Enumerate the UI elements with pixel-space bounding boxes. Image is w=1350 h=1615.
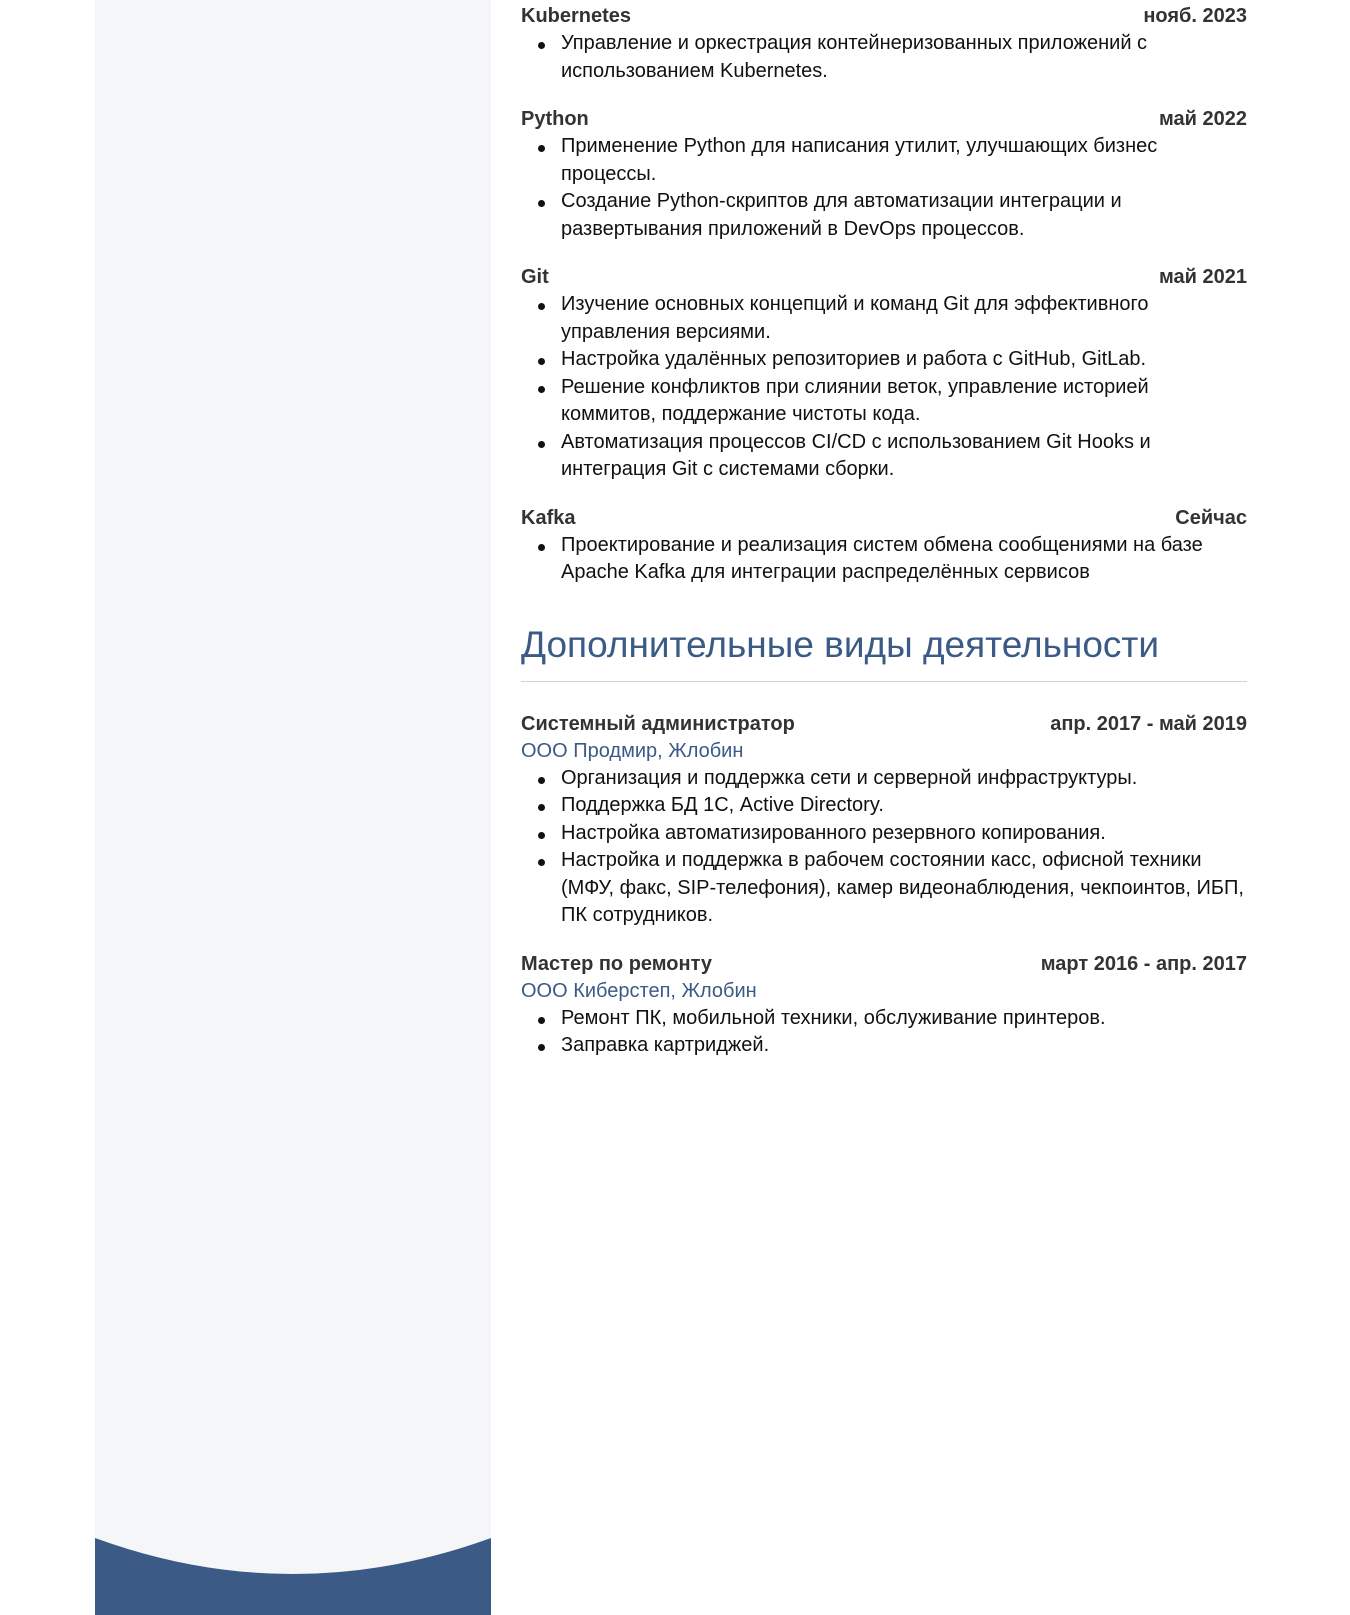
activity-entry: [521, 710, 1247, 930]
skill-entry: [521, 105, 1247, 243]
activity-date: март 2016 - апр. 2017: [1040, 952, 1247, 975]
bullet-item: Управление и оркестрация контейнеризованных приложений с использованием Kubernetes.: [561, 30, 1247, 85]
activity-date: апр. 2017 - май 2019: [1050, 712, 1247, 735]
skill-bullets: [521, 30, 1247, 85]
skill-entry: [521, 263, 1247, 484]
skill-entry: [521, 2, 1247, 85]
activity-header: [521, 950, 1247, 978]
main-content: [521, 0, 1247, 1080]
activity-organization: ООО Продмир, Жлобин: [521, 739, 744, 762]
skill-date: Сейчас: [1175, 506, 1247, 529]
skill-header: [521, 105, 1247, 133]
bullet-item: Ремонт ПК, мобильной техники, обслуживание принтеров.: [561, 1005, 1247, 1033]
activity-organization: ООО Киберстеп, Жлобин: [521, 979, 757, 1002]
bullet-item: Применение Python для написания утилит, улучшающих бизнес процессы.: [561, 133, 1247, 188]
sidebar-wave-decoration: [95, 0, 491, 1615]
activity-role: Системный администратор: [521, 712, 795, 735]
activity-role: Мастер по ремонту: [521, 952, 713, 975]
skill-header: [521, 504, 1247, 532]
bullet-item: Организация и поддержка сети и серверной инфраструктуры.: [561, 765, 1247, 793]
bullet-item: Проектирование и реализация систем обмена сообщениями на базе Apache Kafka для интеграции распределённых сервисов: [561, 532, 1247, 587]
bullet-item: Настройка автоматизированного резервного копирования.: [561, 820, 1247, 848]
section-title-activities: Дополнительные виды деятельности: [521, 623, 1247, 682]
skill-date: май 2021: [1159, 266, 1247, 288]
activity-entry: [521, 950, 1247, 1060]
bullet-item: Настройка и поддержка в рабочем состоянии касс, офисной техники (МФУ, факс, SIP-телефония), камер видеонаблюдения, чекпоинтов, ИБП, ПК сотрудников.: [561, 847, 1247, 930]
skill-title: Python: [521, 108, 589, 130]
sidebar-wave: [95, 1538, 491, 1615]
skill-date: май 2022: [1159, 108, 1247, 130]
activities-section: [521, 682, 1247, 1060]
activity-bullets: [521, 765, 1247, 930]
activity-header: [521, 710, 1247, 738]
sidebar: [95, 0, 491, 1615]
skill-header: [521, 263, 1247, 291]
skill-bullets: [521, 133, 1247, 243]
skill-date: нояб. 2023: [1143, 5, 1247, 27]
bullet-item: Поддержка БД 1С, Active Directory.: [561, 792, 1247, 820]
bullet-item: Изучение основных концепций и команд Git для эффективного управления версиями.: [561, 291, 1247, 346]
skill-title: Git: [521, 266, 549, 288]
skill-title: Kafka: [521, 506, 576, 529]
bullet-item: Создание Python-скриптов для автоматизации интеграции и развертывания приложений в DevOps процессов.: [561, 188, 1247, 243]
skill-header: [521, 2, 1247, 30]
skill-bullets: [521, 291, 1247, 484]
skill-entry: [521, 504, 1247, 587]
skill-bullets: [521, 532, 1247, 587]
bullet-item: Автоматизация процессов CI/CD с использованием Git Hooks и интеграция Git с системами сборки.: [561, 429, 1247, 484]
bullet-item: Решение конфликтов при слиянии веток, управление историей коммитов, поддержание чистоты кода.: [561, 374, 1247, 429]
bullet-item: Настройка удалённых репозиториев и работа с GitHub, GitLab.: [561, 346, 1247, 374]
skill-title: Kubernetes: [521, 5, 632, 27]
bullet-item: Заправка картриджей.: [561, 1032, 1247, 1060]
activity-bullets: [521, 1005, 1247, 1060]
